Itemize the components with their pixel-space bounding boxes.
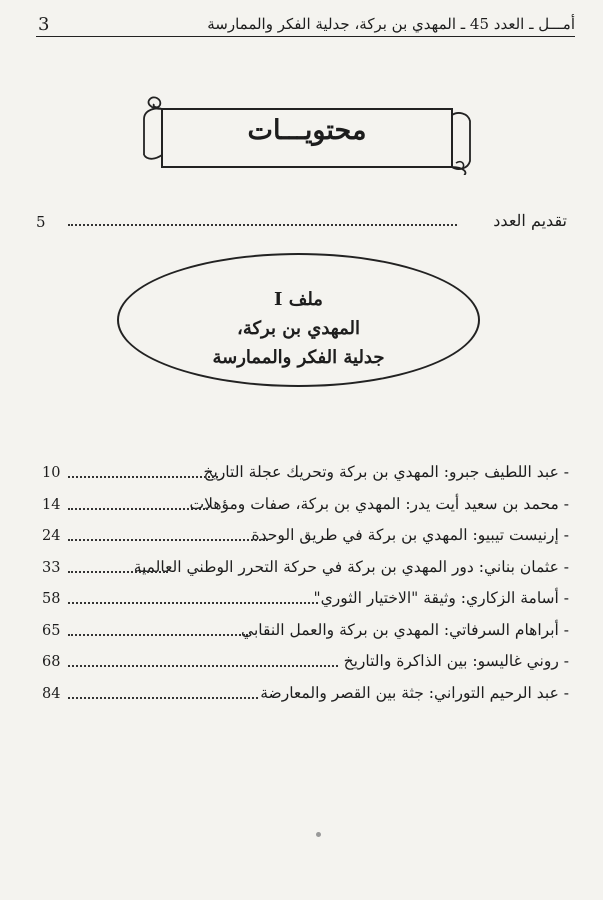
leader-dots — [68, 665, 338, 667]
toc-entry — [36, 589, 569, 621]
leader-dots — [68, 634, 248, 636]
page-number: 3 — [38, 14, 50, 35]
leader-dots — [68, 476, 218, 478]
dossier-subject: المهدي بن بركة، — [237, 318, 360, 339]
contents-title: محتويـــات — [247, 115, 367, 146]
leader-dots — [68, 602, 318, 604]
intro-entry — [36, 211, 567, 235]
dossier-heading — [117, 285, 480, 372]
running-header — [36, 10, 575, 37]
toc-entry-page: 24 — [42, 528, 61, 544]
toc-entry-page: 68 — [42, 654, 61, 670]
toc-entry — [36, 495, 569, 527]
toc-entry — [36, 526, 569, 558]
intro-title: تقديم العدد — [493, 211, 567, 230]
toc-entry-page: 84 — [42, 685, 61, 702]
toc-entry-text: - أسامة الزكاري: وثيقة "الاختيار الثوري" — [313, 589, 569, 607]
leader-dots — [68, 508, 208, 510]
leader-dots — [68, 224, 457, 226]
toc-entry-text: - محمد بن سعيد أيت يدر: المهدي بن بركة، صفات ومؤهلات — [189, 494, 569, 513]
toc-entry-text: - عبد اللطيف جبرو: المهدي بن بركة وتحريك عجلة التاريخ — [203, 463, 569, 481]
dossier-label: ملف I — [274, 289, 323, 310]
dossier-subtitle: جدلية الفكر والممارسة — [212, 347, 385, 368]
running-title: أمـــل ـ العدد 45 ـ المهدي بن بركة، جدلية الفكر والممارسة — [207, 15, 575, 33]
toc-entry-text: - عبد الرحيم التوراني: جثة بين القصر والمعارضة — [260, 683, 569, 702]
toc-entry-text: - أبراهام السرفاتي: المهدي بن بركة والعمل النقابي — [241, 620, 569, 639]
toc-entry-page: 65 — [42, 622, 61, 639]
contents-banner — [140, 95, 474, 175]
table-of-contents — [36, 463, 569, 715]
toc-entry-text: - إرنيست تيبيو: المهدي بن بركة في طريق الوحدة — [251, 526, 569, 544]
toc-entry — [36, 463, 569, 495]
toc-entry-page: 14 — [42, 496, 61, 513]
toc-entry-page: 58 — [42, 591, 61, 607]
toc-entry — [36, 652, 569, 684]
toc-entry — [36, 684, 569, 716]
toc-entry-page: 10 — [42, 465, 61, 481]
toc-entry — [36, 621, 569, 653]
leader-dots — [68, 539, 268, 541]
paper-speck — [316, 832, 321, 837]
toc-entry-page: 33 — [42, 559, 61, 576]
leader-dots — [68, 697, 258, 699]
toc-entry — [36, 558, 569, 590]
toc-entry-text: - روني غاليسو: بين الذاكرة والتاريخ — [343, 652, 569, 670]
leader-dots — [68, 571, 168, 573]
intro-page: 5 — [36, 213, 46, 231]
toc-entry-text: - عثمان بناني: دور المهدي بن بركة في حركة التحرر الوطني العالمية — [133, 557, 569, 576]
